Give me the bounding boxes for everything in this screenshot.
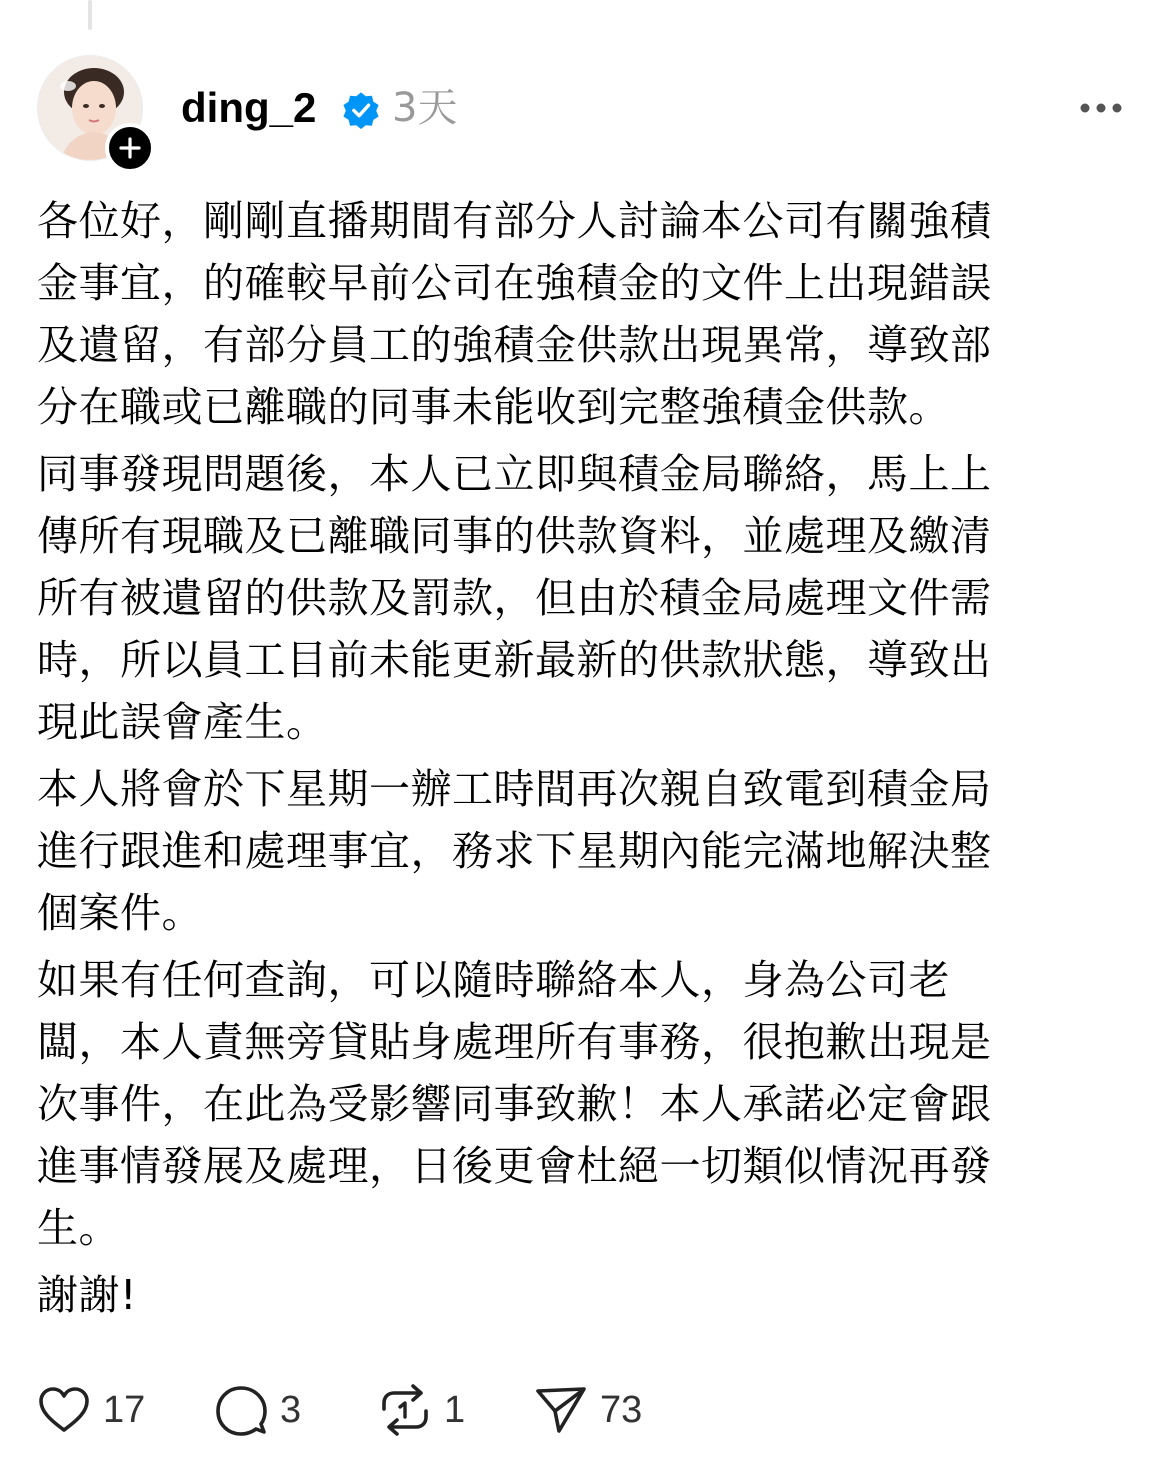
- thread-connector-line: [88, 0, 92, 30]
- send-icon: [534, 1383, 588, 1437]
- plus-icon: [119, 137, 141, 159]
- post-body: [37, 190, 1137, 1331]
- username[interactable]: ding_2: [181, 84, 317, 131]
- comment-button[interactable]: [214, 1382, 301, 1438]
- post-paragraph: 本人將會於下星期一辦工時間再次親自致電到積金局 進行跟進和處理事宜，務求下星期內能完滿地解決整 個案件。: [37, 765, 992, 937]
- repost-button[interactable]: [378, 1382, 465, 1438]
- share-count: 73: [600, 1388, 643, 1431]
- follow-button[interactable]: [105, 123, 155, 173]
- share-button[interactable]: [534, 1382, 642, 1438]
- post-paragraph: 謝謝!: [37, 1271, 137, 1319]
- post-header: [0, 55, 1170, 165]
- post-paragraph: 同事發現問題後，本人已立即與積金局聯絡，馬上上 傳所有現職及已離職同事的供款資料，並處理及繳清 所有被遺留的供款及罰款，但由於積金局處理文件需 時，所以員工目前未能更新最新的供款狀態，導致出 現此誤會產生。: [37, 450, 992, 746]
- post-paragraph: 各位好，剛剛直播期間有部分人討論本公司有關強積 金事宜，的確較早前公司在強積金的文件上出現錯誤 及遺留，有部分員工的強積金供款出現異常，導致部 分在職或已離職的同事未能收到完整強積金供款。: [37, 197, 992, 431]
- post-paragraph: 如果有任何查詢，可以隨時聯絡本人，身為公司老 闆，本人責無旁貸貼身處理所有事務，很抱歉出現是 次事件，在此為受影響同事致歉！本人承諾必定會跟 進事情發展及處理，日後更會杜絕一切類似情況再發 生。: [37, 956, 992, 1252]
- comment-count: 3: [280, 1388, 302, 1431]
- post-time: 3天: [392, 85, 458, 131]
- heart-icon: [37, 1385, 91, 1435]
- action-bar: [0, 1382, 1170, 1438]
- verified-badge-icon: [342, 91, 380, 129]
- repost-icon: [378, 1383, 432, 1437]
- comment-icon: [214, 1383, 268, 1437]
- more-horizontal-icon[interactable]: [1078, 95, 1124, 121]
- like-button[interactable]: [37, 1382, 145, 1438]
- repost-count: 1: [444, 1388, 466, 1431]
- like-count: 17: [103, 1388, 146, 1431]
